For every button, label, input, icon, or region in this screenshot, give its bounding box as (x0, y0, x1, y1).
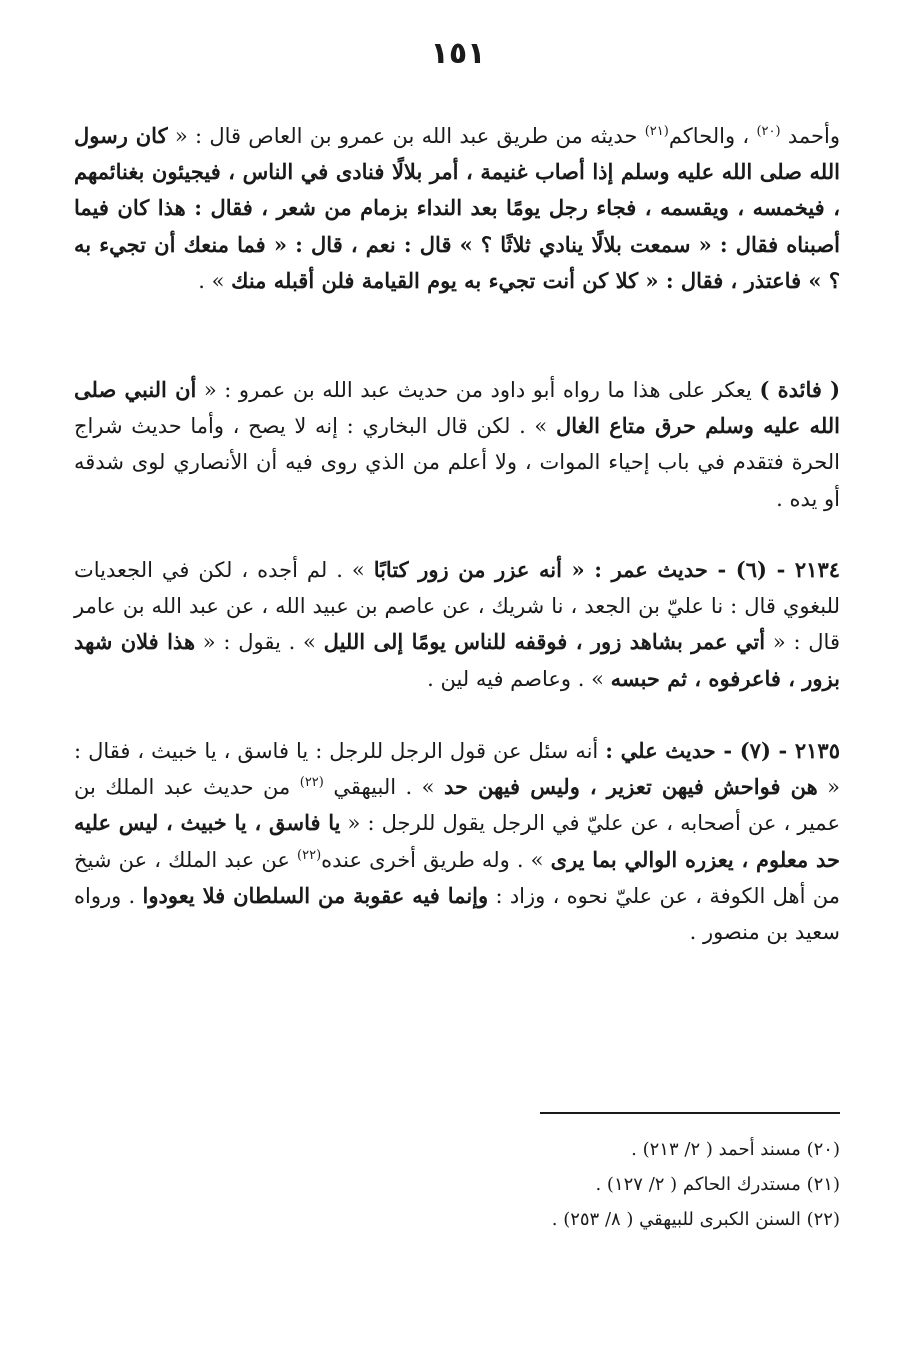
text-segment: يعكر على هذا ما رواه أبو داود من حديث عبد الله بن عمرو : « (196, 378, 760, 402)
footnote-21: (٢١) مستدرك الحاكم ( ٢/ ١٢٧) . (595, 1174, 840, 1195)
bold-segment: هن فواحش فيهن تعزير ، وليس فيهن حد (443, 774, 818, 800)
text-segment: » . لم أجده ، لكن في الجعديات للبغوي قال : نا عليّ بن الجعد ، نا شريك ، عن عاصم بن عبيد الله ، عن عبد الله بن عامر قال : « (74, 558, 840, 655)
text-segment: » . وعاصم فيه لين . (427, 666, 611, 691)
paragraph-4 (74, 733, 840, 950)
text-segment: أنه سئل عن قول الرجل للرجل : يا فاسق ، يا خبيث ، فقال : « (74, 739, 840, 800)
bold-segment: ( فائدة ) (759, 377, 841, 402)
footnote-ref: (٢٠) (756, 124, 781, 139)
bold-segment: يا فاسق ، يا خبيث ، ليس عليه حد معلوم ، يعزره الوالي بما يرى (74, 810, 841, 872)
text-segment: » . لكن قال البخاري : إنه لا يصح ، وأما حديث شراج الحرة فتقدم في باب إحياء الموات ، ولا أعلم من الذي روى فيه أن الأنصاري لوى شدقه أو يده . (74, 414, 840, 511)
text-segment: . ورواه سعيد بن منصور . (74, 883, 840, 945)
footnotes (74, 1132, 840, 1237)
text-segment: ، والحاكم (668, 124, 757, 148)
bold-segment: ٢١٣٥ - (٧) - حديث علي : (605, 738, 840, 763)
bold-segment: هذا فلان شهد بزور ، فاعرفوه ، ثم حبسه (74, 629, 840, 691)
bold-segment: كان رسول الله صلى الله عليه وسلم إذا أصاب غنيمة ، أمر بلالًا فنادى في الناس ، فيجيئون بغنائمهم ، فيخمسه ، ويقسمه ، فجاء رجل يومًا بعد النداء بزمام من شعر ، فقال : هذا كان فيما أصبناه فقال : « سمعت بلالًا ينادي ثلاثًا ؟ » قال : نعم ، قال : « فما منعك أن تجيء به ؟ » فاعتذر ، فقال : « كلا كن أنت تجيء به يوم القيامة فلن أقبله منك (74, 123, 840, 293)
footnote-ref: (٢١) (644, 124, 669, 139)
footnote-ref: (٢٢) (297, 847, 322, 863)
bold-segment: ٢١٣٤ - (٦) - حديث عمر : « (561, 557, 841, 582)
text-segment: حديثه من طريق عبد الله بن عمرو بن العاص قال : « (167, 124, 645, 148)
paragraph-3 (74, 552, 840, 697)
text-segment: عن عبد الملك ، عن شيخ من أهل الكوفة ، عن عليّ نحوه ، وزاد : (74, 847, 840, 908)
paragraph-1 (74, 118, 840, 299)
bold-segment: أن النبي صلى الله عليه وسلم حرق متاع الغال (74, 377, 841, 439)
footnote-20: (٢٠) مسند أحمد ( ٢/ ٢١٣) . (631, 1139, 840, 1160)
page-number: ١٥١ (430, 36, 486, 71)
text-segment: وأحمد (780, 124, 840, 148)
paragraph-2 (74, 372, 840, 517)
bold-segment: وإنما فيه عقوبة من السلطان فلا يعودوا (142, 882, 489, 908)
text-segment: » . البيهقي (323, 775, 444, 800)
text-segment: » . يقول : « (195, 630, 324, 655)
bold-segment: أنه عزر من زور كتابًا (373, 557, 562, 582)
text-segment: » . (198, 268, 232, 293)
text-segment: من حديث عبد الملك بن عمير ، عن أصحابه ، عن عليّ في الرجل يقول للرجل : « (74, 775, 840, 836)
footnote-divider (540, 1112, 840, 1114)
footnote-22: (٢٢) السنن الكبرى للبيهقي ( ٨/ ٢٥٣) . (551, 1209, 840, 1230)
footnote-ref: (٢٢) (299, 775, 324, 791)
bold-segment: أتي عمر بشاهد زور ، فوقفه للناس يومًا إلى الليل (323, 629, 766, 655)
text-segment: » . وله طريق أخرى عنده (321, 847, 551, 872)
